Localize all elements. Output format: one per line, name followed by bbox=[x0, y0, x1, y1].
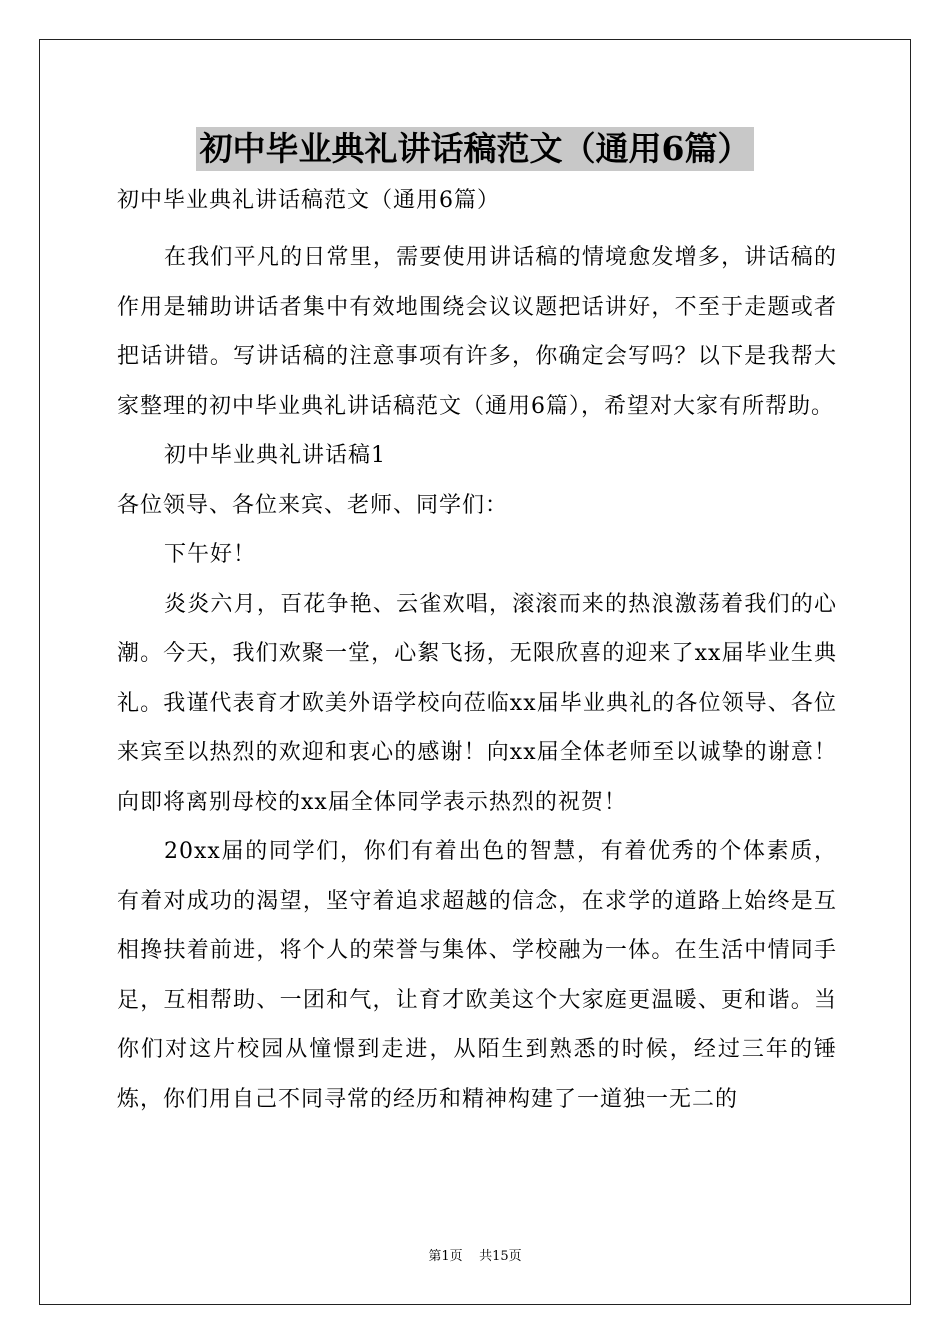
paragraph-body-1: 炎炎六月，百花争艳、云雀欢唱，滚滚而来的热浪激荡着我们的心潮。今天，我们欢聚一堂，心絮飞扬，无限欣喜的迎来了xx届毕业生典礼。我谨代表育才欧美外语学校向莅临xx届毕业典礼的各位领导、各位来宾至以热烈的欢迎和衷心的感谢！向xx届全体老师至以诚挚的谢意！向即将离别母校的xx届全体同学表示热烈的祝贺！ bbox=[117, 591, 837, 815]
paragraph-body-2: 20xx届的同学们，你们有着出色的智慧，有着优秀的个体素质，有着对成功的渴望，坚守着追求超越的信念，在求学的道路上始终是互相搀扶着前进，将个人的荣誉与集体、学校融为一体。在生活中情同手足，互相帮助、一团和气，让育才欧美这个大家庭更温暖、更和谐。当你们对这片校园从憧憬到走进，从陌生到熟悉的时候，经过三年的锤炼，你们用自己不同寻常的经历和精神构建了一道独一无二的 bbox=[117, 839, 837, 1112]
document-body bbox=[117, 181, 837, 1124]
paragraph-salutation: 各位领导、各位来宾、老师、同学们： bbox=[117, 492, 509, 518]
document-title: 初中毕业典礼讲话稿范文（通用6篇） bbox=[196, 127, 755, 171]
section-heading: 初中毕业典礼讲话稿1 bbox=[164, 443, 386, 468]
page-number: 第1页 bbox=[428, 1249, 463, 1264]
document-subtitle: 初中毕业典礼讲话稿范文（通用6篇） bbox=[117, 188, 500, 213]
paragraph-greeting: 下午好！ bbox=[164, 542, 257, 567]
total-pages: 共15页 bbox=[479, 1249, 522, 1264]
page-footer bbox=[0, 1247, 950, 1267]
title-container bbox=[0, 127, 950, 171]
paragraph-intro: 在我们平凡的日常里，需要使用讲话稿的情境愈发增多，讲话稿的作用是辅助讲话者集中有效地围绕会议议题把话讲好，不至于走题或者把话讲错。写讲话稿的注意事项有许多，你确定会写吗？以下是我帮大家整理的初中毕业典礼讲话稿范文（通用6篇），希望对大家有所帮助。 bbox=[117, 245, 837, 419]
